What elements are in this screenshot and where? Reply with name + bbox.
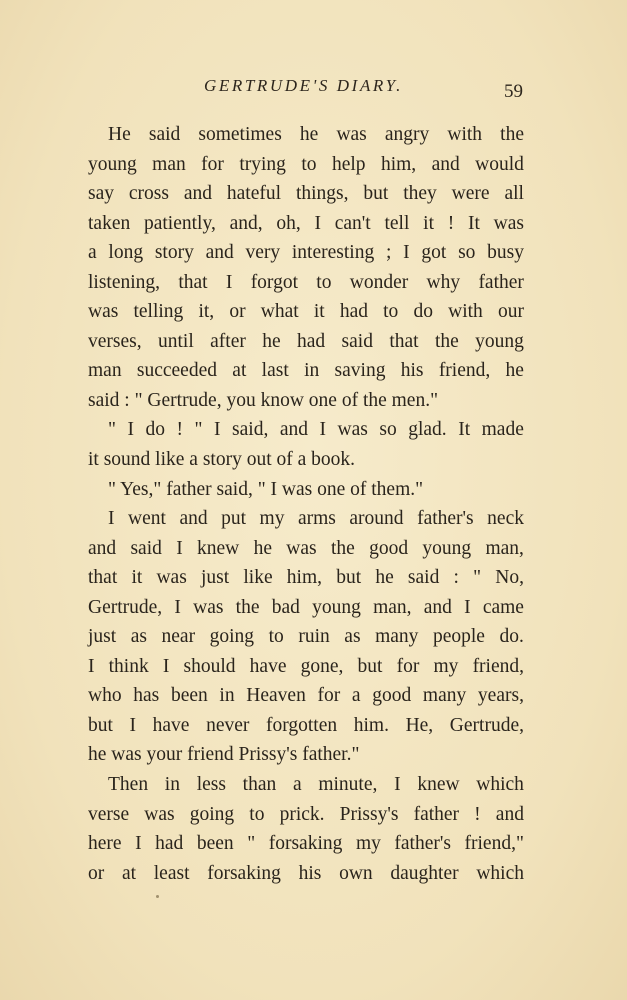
word: very (245, 242, 281, 264)
word: got (421, 242, 447, 264)
word: in (304, 360, 320, 382)
text-line: said : " Gertrude, you know one of the men." (88, 389, 439, 411)
word: cross (128, 183, 169, 205)
text-line (88, 150, 524, 180)
word: for (396, 655, 420, 677)
word: things, (295, 183, 349, 205)
word: last (261, 360, 289, 382)
word: friend, (438, 360, 491, 382)
word: has (133, 685, 160, 707)
word: arms (297, 508, 336, 530)
word: " (473, 567, 482, 589)
word: have (152, 714, 190, 736)
word: I (403, 242, 410, 264)
word: or (229, 301, 246, 323)
word: ! (176, 419, 184, 441)
word: daughter (390, 862, 459, 884)
word: than (242, 774, 277, 796)
paper-speck (156, 895, 159, 898)
text-line (88, 652, 524, 682)
word: busy (487, 242, 524, 264)
word: so (458, 242, 476, 264)
word: was (144, 803, 175, 825)
word: tell (384, 212, 410, 234)
word: what (260, 301, 299, 323)
word: young (312, 596, 361, 618)
text-line (88, 534, 524, 564)
word: it (131, 567, 143, 589)
word: him, (380, 153, 417, 175)
word: say (88, 183, 114, 205)
word: oh, (276, 212, 301, 234)
word: here (88, 833, 122, 855)
word: going (209, 626, 255, 648)
word: good (369, 537, 409, 559)
word: and (431, 153, 460, 175)
word: with (447, 124, 483, 145)
word: around (349, 508, 404, 530)
word: said (341, 330, 373, 352)
word: was (493, 212, 524, 234)
word: patiently, (143, 212, 216, 234)
word: telling (133, 301, 184, 323)
word: in (164, 774, 180, 796)
word: his (400, 360, 424, 382)
word: father (413, 803, 460, 825)
word: at (232, 360, 247, 382)
word: made (481, 419, 524, 441)
word: put (221, 508, 247, 530)
text-line (88, 415, 524, 445)
word: sometimes (198, 124, 282, 145)
text-line (88, 622, 524, 652)
text-line: " Yes," father said, " I was one of them." (108, 478, 424, 500)
word: the (235, 596, 260, 618)
word: which (476, 862, 524, 884)
word: and (183, 183, 213, 205)
word: Gertrude, (449, 714, 524, 736)
word: was (193, 596, 224, 618)
word: it (313, 301, 325, 323)
word: interesting (291, 242, 375, 264)
word: and (88, 537, 117, 559)
word: was (156, 567, 187, 589)
word: neck (487, 508, 524, 530)
word: saving (334, 360, 386, 382)
word: people (432, 626, 485, 648)
word: and (495, 803, 524, 825)
word: Heaven (246, 685, 306, 707)
word: bad (271, 596, 300, 618)
word: I (214, 419, 221, 441)
word: can't (334, 212, 371, 234)
word: ! (474, 803, 481, 825)
word: Gertrude, (88, 596, 163, 618)
word: I (108, 508, 115, 530)
running-head (0, 76, 627, 102)
word: his (298, 862, 322, 884)
word: never (206, 714, 250, 736)
word: him. (353, 714, 389, 736)
word: which (476, 774, 524, 796)
word: : (453, 567, 459, 589)
word: father (478, 271, 524, 293)
word: it, (198, 301, 215, 323)
word: so (379, 419, 397, 441)
word: our (497, 301, 524, 323)
word: wonder (349, 271, 409, 293)
word: a (351, 685, 361, 707)
word: prick. (279, 803, 325, 825)
word: my (259, 508, 285, 530)
word: and (279, 419, 308, 441)
word: that (389, 330, 419, 352)
word: my (433, 655, 459, 677)
word: him, (286, 567, 323, 589)
word: good (372, 685, 412, 707)
word: long (108, 242, 144, 264)
word: I (464, 596, 471, 618)
word: the (330, 537, 355, 559)
word: friend," (464, 833, 524, 855)
word: do (413, 301, 433, 323)
text-line (88, 770, 524, 800)
word: just (200, 567, 230, 589)
text-line (88, 859, 524, 889)
word: I (162, 655, 170, 677)
word: succeeded (136, 360, 217, 382)
word: forsaking (268, 833, 343, 855)
word: have (249, 655, 287, 677)
word: I (225, 271, 233, 293)
word: to (268, 626, 284, 648)
word: I (174, 596, 181, 618)
word: my (355, 833, 381, 855)
word: glad. (408, 419, 447, 441)
word: knew (417, 774, 460, 796)
word: listening, (88, 271, 161, 293)
word: I (314, 212, 321, 234)
word: ruin (298, 626, 330, 648)
word: going (189, 803, 235, 825)
text-line (88, 800, 524, 830)
word: he (262, 330, 281, 352)
word: near (161, 626, 196, 648)
word: Prissy's (339, 803, 399, 825)
word: gone, (300, 655, 344, 677)
word: ; (385, 242, 392, 264)
word: hateful (226, 183, 282, 205)
word: that (178, 271, 208, 293)
word: many (422, 685, 467, 707)
word: to (249, 803, 265, 825)
word: he (375, 567, 394, 589)
text-line (88, 179, 524, 209)
word: He, (405, 714, 434, 736)
text-line (88, 711, 524, 741)
word: young (422, 537, 472, 559)
word: Then (108, 774, 149, 796)
word: young (88, 153, 137, 175)
text-line (88, 297, 524, 327)
word: think (108, 655, 149, 677)
word: and, (229, 212, 263, 234)
word: father's (417, 508, 474, 530)
word: verses, (88, 330, 142, 352)
word: " (247, 833, 256, 855)
word: it (423, 212, 434, 234)
word: father's (394, 833, 451, 855)
word: and (179, 508, 208, 530)
word: should (183, 655, 236, 677)
word: I (176, 537, 183, 559)
text-line (88, 209, 524, 239)
word: It (458, 419, 471, 441)
text-line (88, 593, 524, 623)
word: " (108, 419, 116, 441)
word: own (339, 862, 373, 884)
word: forgot (250, 271, 298, 293)
word: at (121, 862, 137, 884)
word: friend, (472, 655, 524, 677)
word: story (154, 242, 194, 264)
word: man (88, 360, 122, 382)
word: I (319, 419, 327, 441)
word: verse (88, 803, 130, 825)
text-line (88, 327, 524, 357)
word: in (219, 685, 235, 707)
word: knew (197, 537, 240, 559)
word: had (155, 833, 184, 855)
word: No, (495, 567, 524, 589)
word: do. (499, 626, 524, 648)
word: as (130, 626, 147, 648)
word: but (88, 714, 113, 736)
word: but (357, 655, 383, 677)
word: was (337, 419, 368, 441)
word: would (475, 153, 524, 175)
word: why (426, 271, 461, 293)
word: he (505, 360, 524, 382)
text-line: he was your friend Prissy's father." (88, 744, 360, 766)
word: less (196, 774, 226, 796)
text-line (88, 120, 524, 150)
word: He (108, 124, 131, 145)
word: minute, (318, 774, 378, 796)
word: were (451, 183, 490, 205)
body-text (88, 120, 524, 888)
word: do (145, 419, 165, 441)
running-title: GERTRUDE'S DIARY. (204, 76, 403, 95)
word: he (299, 124, 319, 145)
word: for (201, 153, 224, 175)
word: said, (232, 419, 269, 441)
word: but (336, 567, 362, 589)
word: until (157, 330, 194, 352)
word: with (448, 301, 483, 323)
word: that (88, 567, 118, 589)
word: went (128, 508, 166, 530)
word: he (253, 537, 272, 559)
word: for (317, 685, 341, 707)
word: " (194, 419, 203, 441)
word: man, (373, 596, 412, 618)
word: had (297, 330, 326, 352)
word: or (88, 862, 105, 884)
word: ! (447, 212, 455, 234)
word: I (88, 655, 95, 677)
word: and (423, 596, 452, 618)
word: had (339, 301, 368, 323)
word: to (383, 301, 399, 323)
word: just (88, 626, 117, 648)
page-number: 59 (504, 81, 523, 102)
word: many (375, 626, 419, 648)
word: I (127, 419, 134, 441)
text-line (88, 504, 524, 534)
word: angry (384, 124, 430, 145)
word: trying (239, 153, 286, 175)
word: said (407, 567, 440, 589)
word: like (243, 567, 273, 589)
word: after (210, 330, 246, 352)
word: came (482, 596, 524, 618)
word: and (205, 242, 234, 264)
word: I (129, 714, 137, 736)
word: said (148, 124, 181, 145)
text-line: it sound like a story out of a book. (88, 449, 356, 471)
text-line (88, 268, 524, 298)
text-line (88, 829, 524, 859)
word: been (170, 685, 208, 707)
word: a (292, 774, 302, 796)
word: I (394, 774, 401, 796)
word: help (331, 153, 366, 175)
word: forsaking (207, 862, 281, 884)
word: all (504, 183, 524, 205)
word: man (152, 153, 186, 175)
word: the (434, 330, 459, 352)
word: was (88, 301, 119, 323)
word: as (344, 626, 361, 648)
word: forgotten (265, 714, 338, 736)
text-line (88, 356, 524, 386)
word: they (403, 183, 437, 205)
word: to (301, 153, 317, 175)
word: been (196, 833, 234, 855)
word: man, (485, 537, 524, 559)
text-line (88, 238, 524, 268)
word: a (88, 242, 97, 264)
text-line (88, 563, 524, 593)
word: to (316, 271, 332, 293)
word: It (468, 212, 480, 234)
word: least (153, 862, 190, 884)
word: the (500, 124, 524, 145)
word: but (363, 183, 389, 205)
word: years, (477, 685, 524, 707)
word: was (336, 124, 367, 145)
word: who (88, 685, 122, 707)
word: said (130, 537, 162, 559)
word: I (135, 833, 142, 855)
word: was (286, 537, 317, 559)
word: taken (88, 212, 131, 234)
text-line (88, 681, 524, 711)
word: young (475, 330, 524, 352)
